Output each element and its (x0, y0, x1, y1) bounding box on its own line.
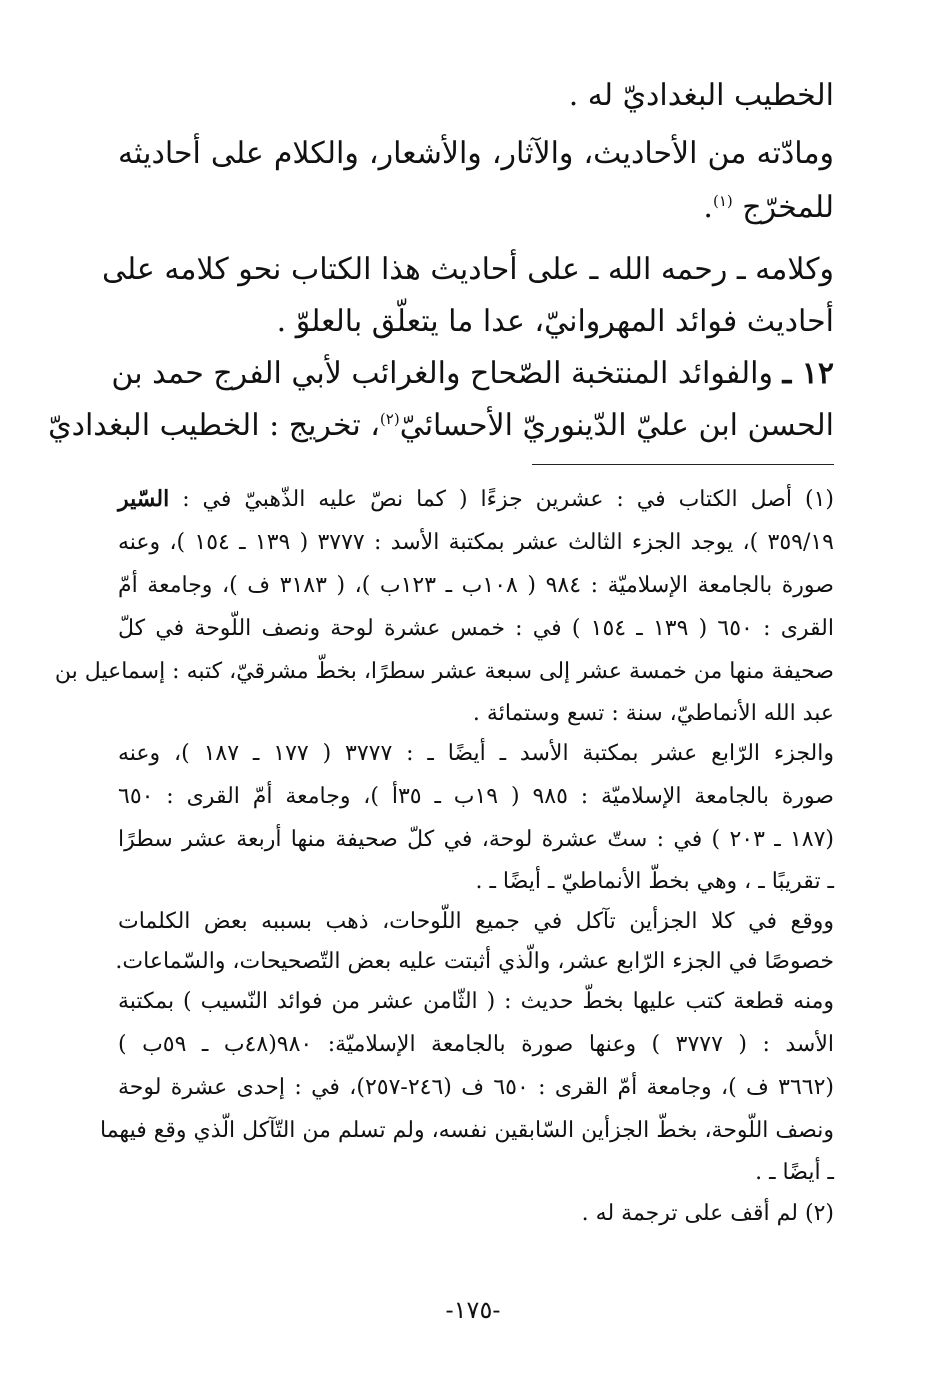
main-line-7-text-b: ، تخريج : الخطيب البغداديّ (48, 408, 380, 443)
footnote-line-3: صورة بالجامعة الإسلاميّة : ٩٨٤ ( ١٠٨ب ـ ١٢٣ب )، ( ٣١٨٣ ف )، وجامعة أمّ (118, 573, 834, 598)
main-line-4: وكلامه ـ رحمه الله ـ على أحاديث هذا الكتاب نحو كلامه على (101, 252, 834, 287)
main-line-6 (111, 356, 834, 391)
footnote-line-10: ـ تقريبًا ـ ، وهي بخطّ الأنماطيّ ـ أيضًا ـ . (475, 869, 834, 894)
footnote-line-6: عبد الله الأنماطيّ، سنة : تسع وستمائة . (472, 701, 834, 726)
main-line-7-text-a: الحسن ابن عليّ الدّينوريّ الأحسائيّ (399, 408, 834, 443)
footnote-line-2: ٣٥٩/١٩ )، يوجد الجزء الثالث عشر بمكتبة الأسد : ٣٧٧٧ ( ١٣٩ ـ ١٥٤ )، وعنه (118, 530, 834, 555)
page-number: -١٧٥- (445, 1296, 501, 1324)
footnote-line-14: الأسد : ( ٣٧٧٧ ) وعنها صورة بالجامعة الإسلاميّة: ٩٨٠(٤٨ب ـ ٥٩ب ) (118, 1032, 834, 1057)
main-line-3 (703, 190, 834, 225)
footnote-line-9: (١٨٧ ـ ٢٠٣ ) في : ستّ عشرة لوحة، في كلّ صحيفة منها أربعة عشر سطرًا (118, 827, 834, 852)
footnote-line-1-text: (١) أصل الكتاب في : عشرين جزءًا ( كما نصّ عليه الذّهبيّ في : (182, 487, 834, 512)
main-line-3-text: للمخرّج (742, 190, 834, 225)
footnote-line-4: القرى : ٦٥٠ ( ١٣٩ ـ ١٥٤ ) في : خمس عشرة لوحة ونصف اللّوحة في كلّ (118, 616, 834, 641)
footnote-line-18: (٢) لم أقف على ترجمة له . (581, 1201, 834, 1226)
footnote-line-8: صورة بالجامعة الإسلاميّة : ٩٨٥ ( ١٩ب ـ ٣٥أ )، وجامعة أمّ القرى : ٦٥٠ (118, 784, 834, 809)
footnote-line-13: ومنه قطعة كتب عليها بخطّ حديث : ( الثّامن عشر من فوائد النّسيب ) بمكتبة (118, 989, 834, 1014)
main-line-2: ومادّته من الأحاديث، والآثار، والأشعار، والكلام على أحاديثه (118, 136, 834, 171)
footnote-line-1-bold: السّير (118, 486, 170, 512)
footnote-line-16: ونصف اللّوحة، بخطّ الجزأين السّابقين نفسه، ولم تسلم من التّآكل الّذي وقع فيهما (100, 1118, 834, 1143)
footnote-line-17: ـ أيضًا ـ . (755, 1160, 834, 1185)
footnote-line-11: ووقع في كلا الجزأين تآكل في جميع اللّوحات، ذهب بسببه بعض الكلمات (118, 909, 834, 934)
footnote-ref-2: (٢) (379, 410, 400, 428)
footnote-line-7: والجزء الرّابع عشر بمكتبة الأسد ـ أيضًا ـ : ٣٧٧٧ ( ١٧٧ ـ ١٨٧ )، وعنه (118, 741, 834, 766)
footnote-line-15: (٣٦٦٢ ف )، وجامعة أمّ القرى : ٦٥٠ ف (٢٤٦-٢٥٧)، في : إحدى عشرة لوحة (118, 1075, 835, 1100)
main-line-1: الخطيب البغداديّ له . (568, 78, 834, 113)
main-line-3-end: . (703, 190, 713, 225)
footnote-line-5: صحيفة منها من خمسة عشر إلى سبعة عشر سطرًا، بخطّ مشرقيّ، كتبه : إسماعيل بن (54, 659, 834, 684)
footnote-line-12: خصوصًا في الجزء الرّابع عشر، والّذي أثبتت عليه بعض التّصحيحات، والسّماعات. (115, 949, 834, 974)
footnote-separator (532, 464, 834, 465)
main-line-6-text: والفوائد المنتخبة الصّحاح والغرائب لأبي الفرج حمد بن (111, 356, 773, 391)
main-line-7 (48, 408, 834, 443)
footnote-line-1 (118, 486, 834, 512)
footnote-ref-1: (١) (712, 192, 733, 210)
entry-number: ١٢ ـ (782, 356, 834, 391)
main-line-5: أحاديث فوائد المهروانيّ، عدا ما يتعلّق بالعلوّ . (276, 304, 834, 339)
